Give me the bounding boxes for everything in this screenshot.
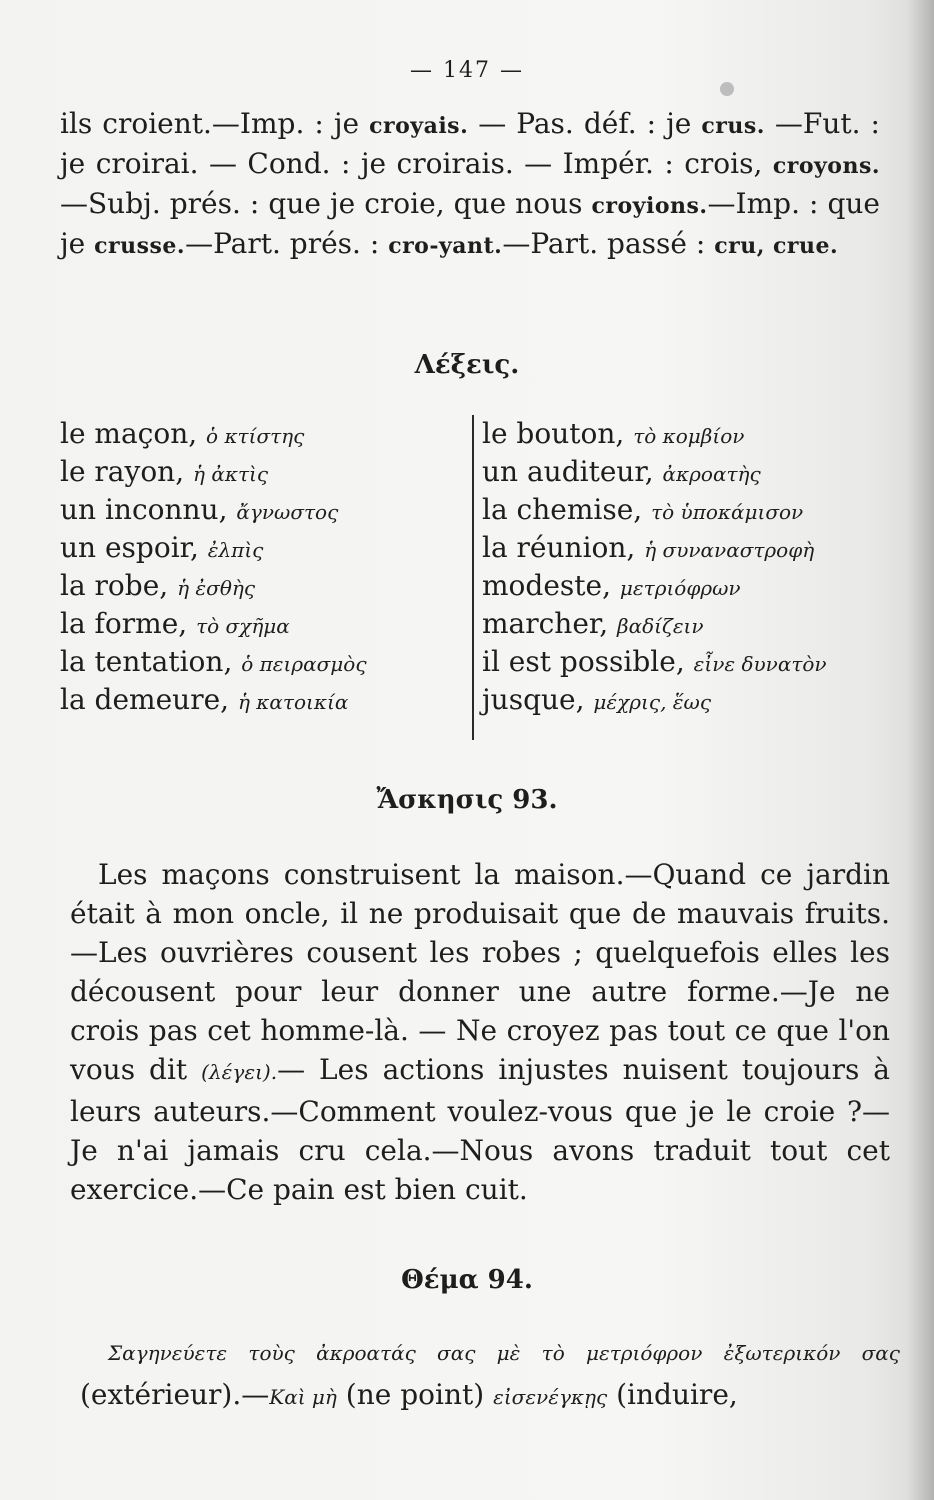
vocab-row bbox=[482, 529, 922, 567]
vocab-greek: τὸ κομβίον bbox=[633, 424, 745, 448]
page-number: — 147 — bbox=[410, 58, 524, 83]
vocab-greek: ἄγνωστος bbox=[236, 500, 339, 524]
vocab-row bbox=[60, 681, 460, 719]
vocab-greek: ἡ ἀκτὶς bbox=[193, 462, 269, 486]
exercise-paragraph bbox=[70, 855, 890, 1209]
conjugation-label: —Imp. : que je bbox=[60, 187, 880, 260]
vocab-french: modeste, bbox=[482, 569, 620, 602]
vocab-french: un auditeur, bbox=[482, 455, 663, 488]
vocab-french: la demeure, bbox=[60, 683, 238, 716]
vocab-french: la chemise, bbox=[482, 493, 652, 526]
vocab-row bbox=[482, 643, 922, 681]
theme-paragraph bbox=[80, 1330, 900, 1418]
conjugated-form: croyons. bbox=[772, 153, 880, 179]
exercise-text-part1: Les maçons construisent la maison.—Quand ce jardin était à mon oncle, il ne produisait que de mauvais fruits.—Les ouvrières cousent les robes ; quelquefois elles les décousent pour leur donner une autre forme.—Je ne crois pas cet homme-là. — Ne croyez pas tout ce que l'on vous dit bbox=[70, 858, 890, 1086]
vocab-row bbox=[60, 605, 460, 643]
conjugation-paragraph bbox=[60, 105, 880, 265]
ink-spot bbox=[720, 82, 734, 96]
vocab-greek: ὁ πειρασμὸς bbox=[241, 652, 367, 676]
vocab-greek: ἡ ἐσθὴς bbox=[177, 576, 256, 600]
vocab-row bbox=[60, 643, 460, 681]
vocab-french: le bouton, bbox=[482, 417, 634, 450]
vocab-greek: ἡ κατοικία bbox=[237, 690, 349, 714]
exercise-greek-gloss: (λέγει). bbox=[201, 1060, 278, 1084]
vocab-greek: ὁ κτίστης bbox=[206, 424, 305, 448]
conjugated-form: crusse. bbox=[94, 233, 186, 259]
vocab-row bbox=[60, 567, 460, 605]
conjugated-form: cro-yant. bbox=[388, 233, 503, 259]
theme-greek-3: εἰσενέγκῃς bbox=[493, 1385, 608, 1409]
vocabulary-right-column bbox=[482, 415, 922, 719]
column-divider bbox=[472, 415, 474, 740]
theme-french-3: (induire, bbox=[607, 1378, 738, 1411]
vocabulary-left-column bbox=[60, 415, 460, 719]
vocab-greek: μετριόφρων bbox=[619, 576, 741, 600]
theme-heading: Θέμα 94. bbox=[401, 1265, 533, 1295]
conjugation-label: —Part. prés. : bbox=[185, 227, 389, 260]
conjugation-label: —Subj. prés. : que je croie, que nous bbox=[60, 187, 592, 220]
vocab-row bbox=[482, 681, 922, 719]
theme-french-2: (ne point) bbox=[336, 1378, 494, 1411]
vocab-french: le rayon, bbox=[60, 455, 194, 488]
vocab-greek: μέχρις, ἕως bbox=[593, 690, 712, 714]
vocab-row bbox=[60, 453, 460, 491]
conjugated-form: crus. bbox=[701, 113, 765, 139]
theme-french-1: (extérieur).— bbox=[80, 1378, 270, 1411]
vocab-greek: ἡ συναναστροφὴ bbox=[644, 538, 815, 562]
conjugation-label: —Fut. : je croirai. — Cond. : je croirais. — Impér. : crois, bbox=[60, 107, 880, 180]
vocab-row bbox=[482, 567, 922, 605]
exercise-93-text bbox=[70, 855, 890, 1209]
vocab-row bbox=[60, 415, 460, 453]
vocab-greek: ἐλπὶς bbox=[207, 538, 264, 562]
conjugation-text bbox=[60, 105, 880, 265]
vocab-french: un inconnu, bbox=[60, 493, 237, 526]
conjugation-label: —Part. passé : bbox=[502, 227, 715, 260]
vocab-row bbox=[482, 415, 922, 453]
vocab-greek: ἀκροατὴς bbox=[662, 462, 761, 486]
conjugation-label: ils croient.—Imp. : je bbox=[60, 107, 370, 140]
vocab-greek: τὸ ὑποκάμισον bbox=[651, 500, 804, 524]
conjugated-form: cru, crue. bbox=[714, 233, 839, 259]
vocab-french: la réunion, bbox=[482, 531, 645, 564]
vocab-french: un espoir, bbox=[60, 531, 208, 564]
vocab-row bbox=[60, 491, 460, 529]
exercise-text-part2: — Les actions injustes nuisent toujours à leurs auteurs.—Comment voulez-vous que je le croie ?—Je n'ai jamais cru cela.—Nous avons traduit tout cet exercice.—Ce pain est bien cuit. bbox=[70, 1053, 890, 1206]
vocab-greek: τὸ σχῆμα bbox=[196, 614, 290, 638]
vocabulary-table bbox=[60, 415, 910, 745]
vocab-row bbox=[482, 605, 922, 643]
vocab-row bbox=[60, 529, 460, 567]
vocab-row bbox=[482, 491, 922, 529]
theme-greek-2: Καὶ μὴ bbox=[269, 1385, 337, 1409]
vocab-french: il est possible, bbox=[482, 645, 694, 678]
conjugation-label: — Pas. déf. : je bbox=[468, 107, 702, 140]
theme-greek-1: Σαγηνεύετε τοὺς ἀκροατάς σας μὲ τὸ μετριόφρον ἐξωτερικόν σας bbox=[108, 1341, 900, 1365]
vocab-french: la tentation, bbox=[60, 645, 242, 678]
exercise-heading: Ἄσκησις 93. bbox=[376, 785, 558, 815]
vocab-row bbox=[482, 453, 922, 491]
conjugated-form: croyais. bbox=[369, 113, 469, 139]
vocab-greek: βαδίζειν bbox=[617, 614, 704, 638]
vocab-french: marcher, bbox=[482, 607, 618, 640]
vocab-french: la robe, bbox=[60, 569, 178, 602]
vocab-french: la forme, bbox=[60, 607, 197, 640]
vocab-french: le maçon, bbox=[60, 417, 207, 450]
theme-94-text bbox=[80, 1330, 900, 1418]
vocab-french: jusque, bbox=[482, 683, 594, 716]
conjugated-form: croyions. bbox=[591, 193, 708, 219]
lexeis-heading: Λέξεις. bbox=[414, 350, 520, 380]
vocab-greek: εἶνε δυνατὸν bbox=[693, 652, 827, 676]
